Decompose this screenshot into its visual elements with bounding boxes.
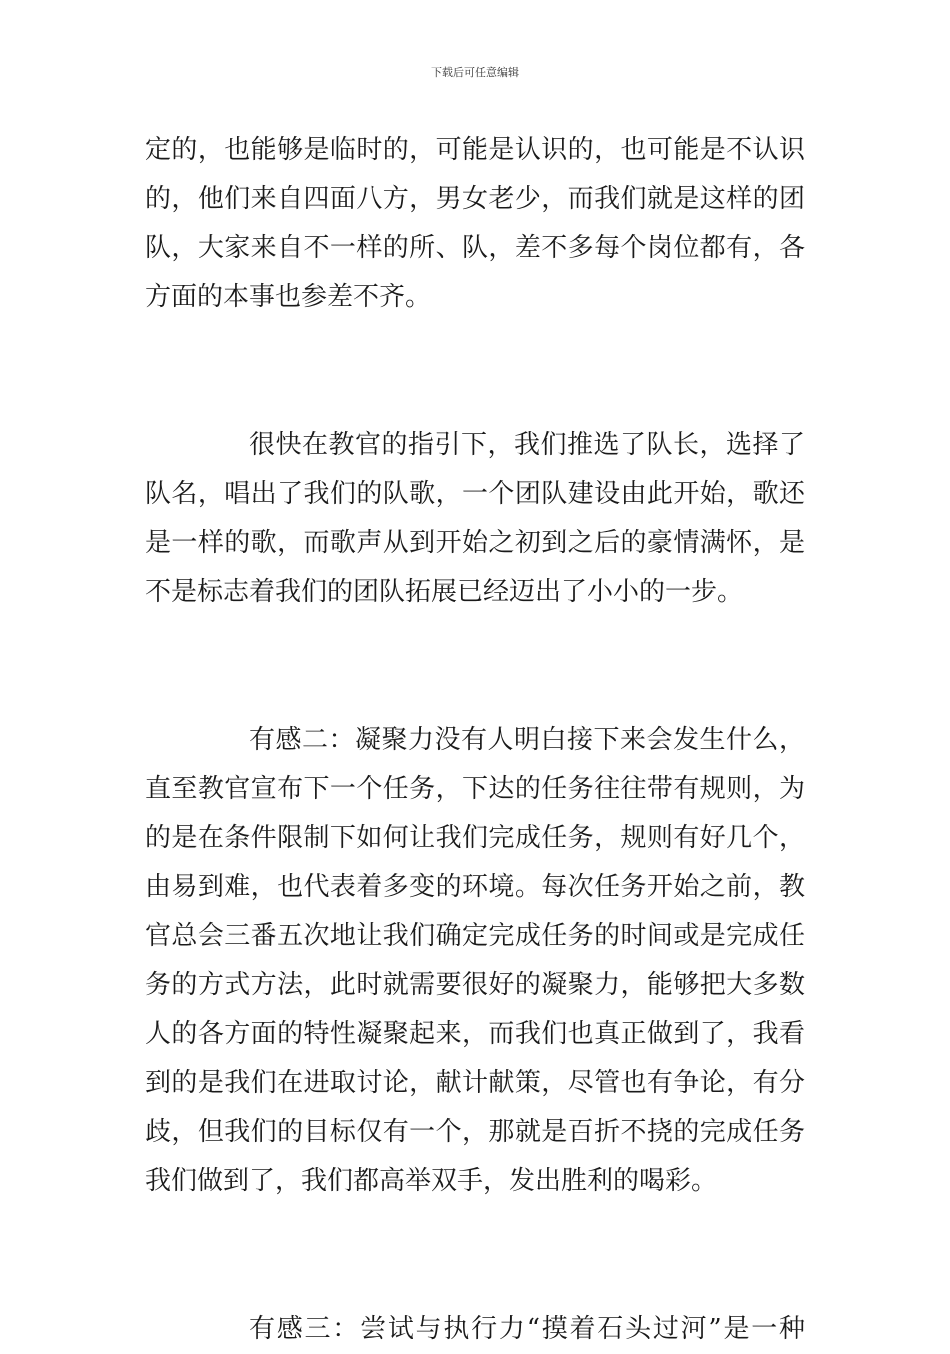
text-line: 的是在条件限制下如何让我们完成任务，规则有好几个， — [145, 823, 805, 853]
paragraph-4 — [145, 1305, 805, 1354]
text-line: 定的，也能够是临时的，可能是认识的，也可能是不认识 — [145, 135, 805, 165]
text-line: 到的是我们在进取讨论，献计献策，尽管也有争论，有分 — [145, 1068, 805, 1098]
text-line: 的，他们来自四面八方，男女老少，而我们就是这样的团 — [145, 184, 805, 214]
text-line: 是一样的歌，而歌声从到开始之初到之后的豪情满怀，是 — [145, 528, 805, 558]
text-line: 有感三：尝试与执行力“摸着石头过河”是一种 — [249, 1314, 805, 1344]
paragraph-1 — [145, 126, 805, 322]
text-line: 务的方式方法，此时就需要很好的凝聚力，能够把大多数 — [145, 970, 805, 1000]
text-line: 方面的本事也参差不齐。 — [145, 282, 432, 312]
page-header: 下载后可任意编辑 — [431, 66, 519, 79]
paragraph-gap — [145, 617, 805, 716]
text-line: 直至教官宣布下一个任务，下达的任务往往带有规则，为 — [145, 774, 805, 804]
text-line: 我们做到了，我们都高举双手，发出胜利的喝彩。 — [145, 1166, 718, 1196]
text-line: 官总会三番五次地让我们确定完成任务的时间或是完成任 — [145, 921, 805, 951]
text-line: 由易到难，也代表着多变的环境。每次任务开始之前，教 — [145, 872, 805, 902]
paragraph-3 — [145, 716, 805, 1206]
paragraph-2 — [145, 421, 805, 617]
text-line: 有感二：凝聚力没有人明白接下来会发生什么， — [249, 725, 805, 755]
text-line: 不是标志着我们的团队拓展已经迈出了小小的一步。 — [145, 577, 744, 607]
text-line: 歧，但我们的目标仅有一个，那就是百折不挠的完成任务 — [145, 1117, 805, 1147]
text-line: 很快在教官的指引下，我们推选了队长，选择了 — [249, 430, 805, 460]
text-line: 队，大家来自不一样的所、队，差不多每个岗位都有，各 — [145, 233, 805, 263]
paragraph-gap — [145, 322, 805, 421]
text-line: 人的各方面的特性凝聚起来，而我们也真正做到了，我看 — [145, 1019, 805, 1049]
document-body — [145, 126, 805, 1354]
paragraph-gap — [145, 1206, 805, 1305]
text-line: 队名，唱出了我们的队歌，一个团队建设由此开始，歌还 — [145, 479, 805, 509]
